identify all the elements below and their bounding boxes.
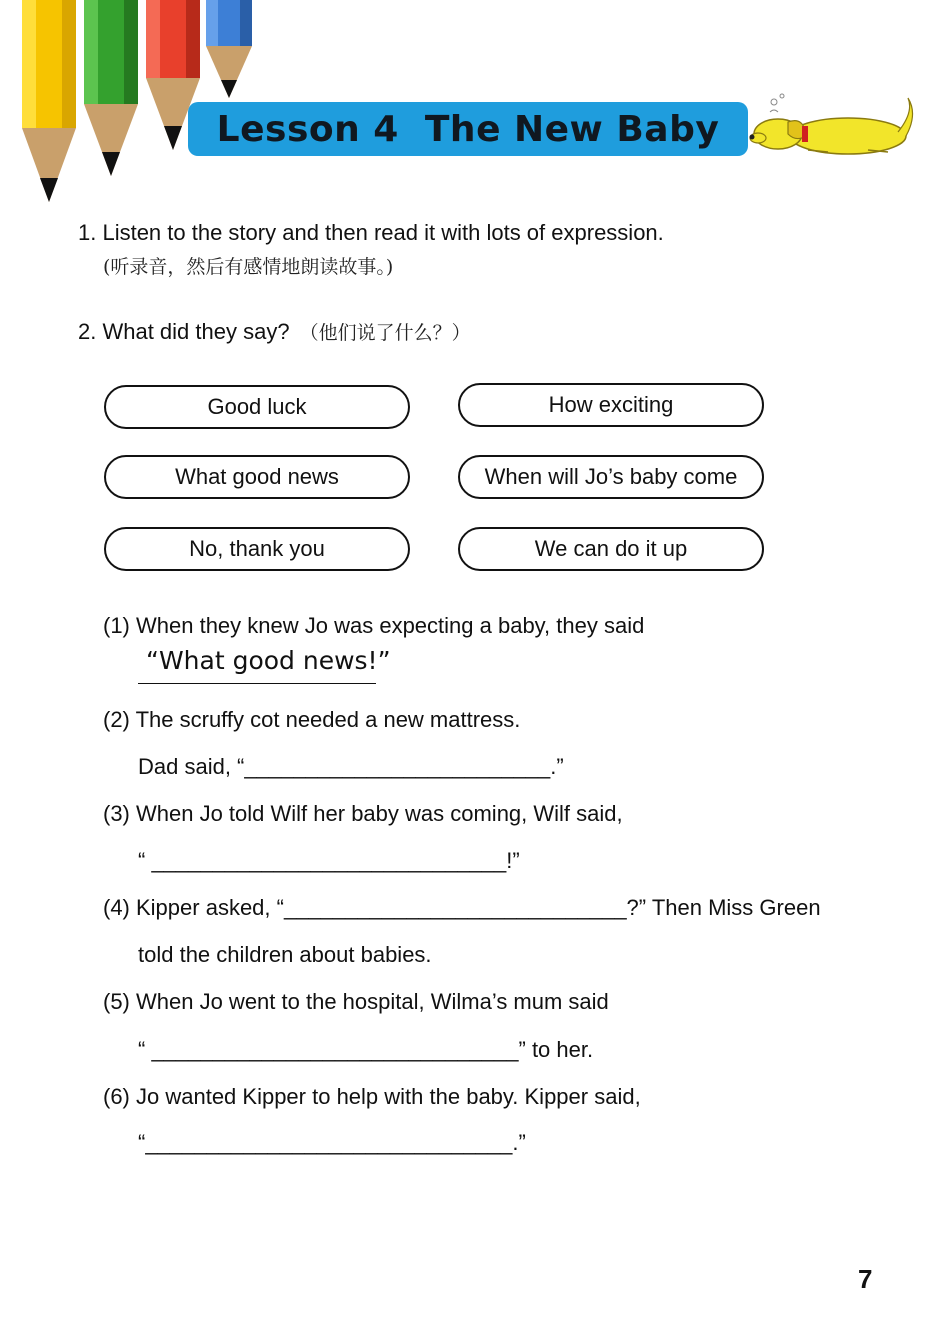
title-banner [188,102,748,156]
instruction-1: 1. Listen to the story and then read it with lots of expression. [78,220,664,245]
question-6: (6) Jo wanted Kipper to help with the baby. Kipper said, [103,1084,641,1109]
option-good-luck: Good luck [104,385,410,429]
question-3: (3) When Jo told Wilf her baby was coming, Wilf said, [103,801,623,826]
yellow-pencil-icon [22,0,76,202]
sleeping-dog-icon [748,92,920,162]
question-3-blank: “ _____________________________!” [138,848,520,873]
question-1: (1) When they knew Jo was expecting a baby, they said [103,613,645,638]
question-4-continued: told the children about babies. [138,942,432,967]
option-we-can-do-it-up: We can do it up [458,527,764,571]
question-1-answer: “What good news!” [138,646,376,684]
question-5: (5) When Jo went to the hospital, Wilma’s mum said [103,989,609,1014]
option-no-thank-you: No, thank you [104,527,410,571]
question-5-blank: “ ______________________________” to her. [138,1037,594,1062]
question-2: (2) The scruffy cot needed a new mattress. [103,707,521,732]
option-what-good-news: What good news [104,455,410,499]
page-number: 7 [858,1264,873,1294]
blue-pencil-icon [206,0,252,98]
question-2-blank: Dad said, “_________________________.” [138,754,564,779]
instruction-2-text: 2. What did they say? [78,319,290,344]
lesson-title: Lesson 4 The New Baby [216,108,720,150]
option-when-will-jos-baby-come: When will Jo’s baby come [458,455,764,499]
question-6-blank: “______________________________.” [138,1130,526,1155]
question-4: (4) Kipper asked, “____________________________?” Then Miss Green [103,895,821,920]
option-how-exciting: How exciting [458,383,764,427]
instruction-2-chinese: （他们说了什么？） [299,322,471,344]
instruction-2 [78,318,471,345]
instruction-1-chinese: (听录音，然后有感情地朗读故事。) [103,256,394,278]
green-pencil-icon [84,0,138,176]
